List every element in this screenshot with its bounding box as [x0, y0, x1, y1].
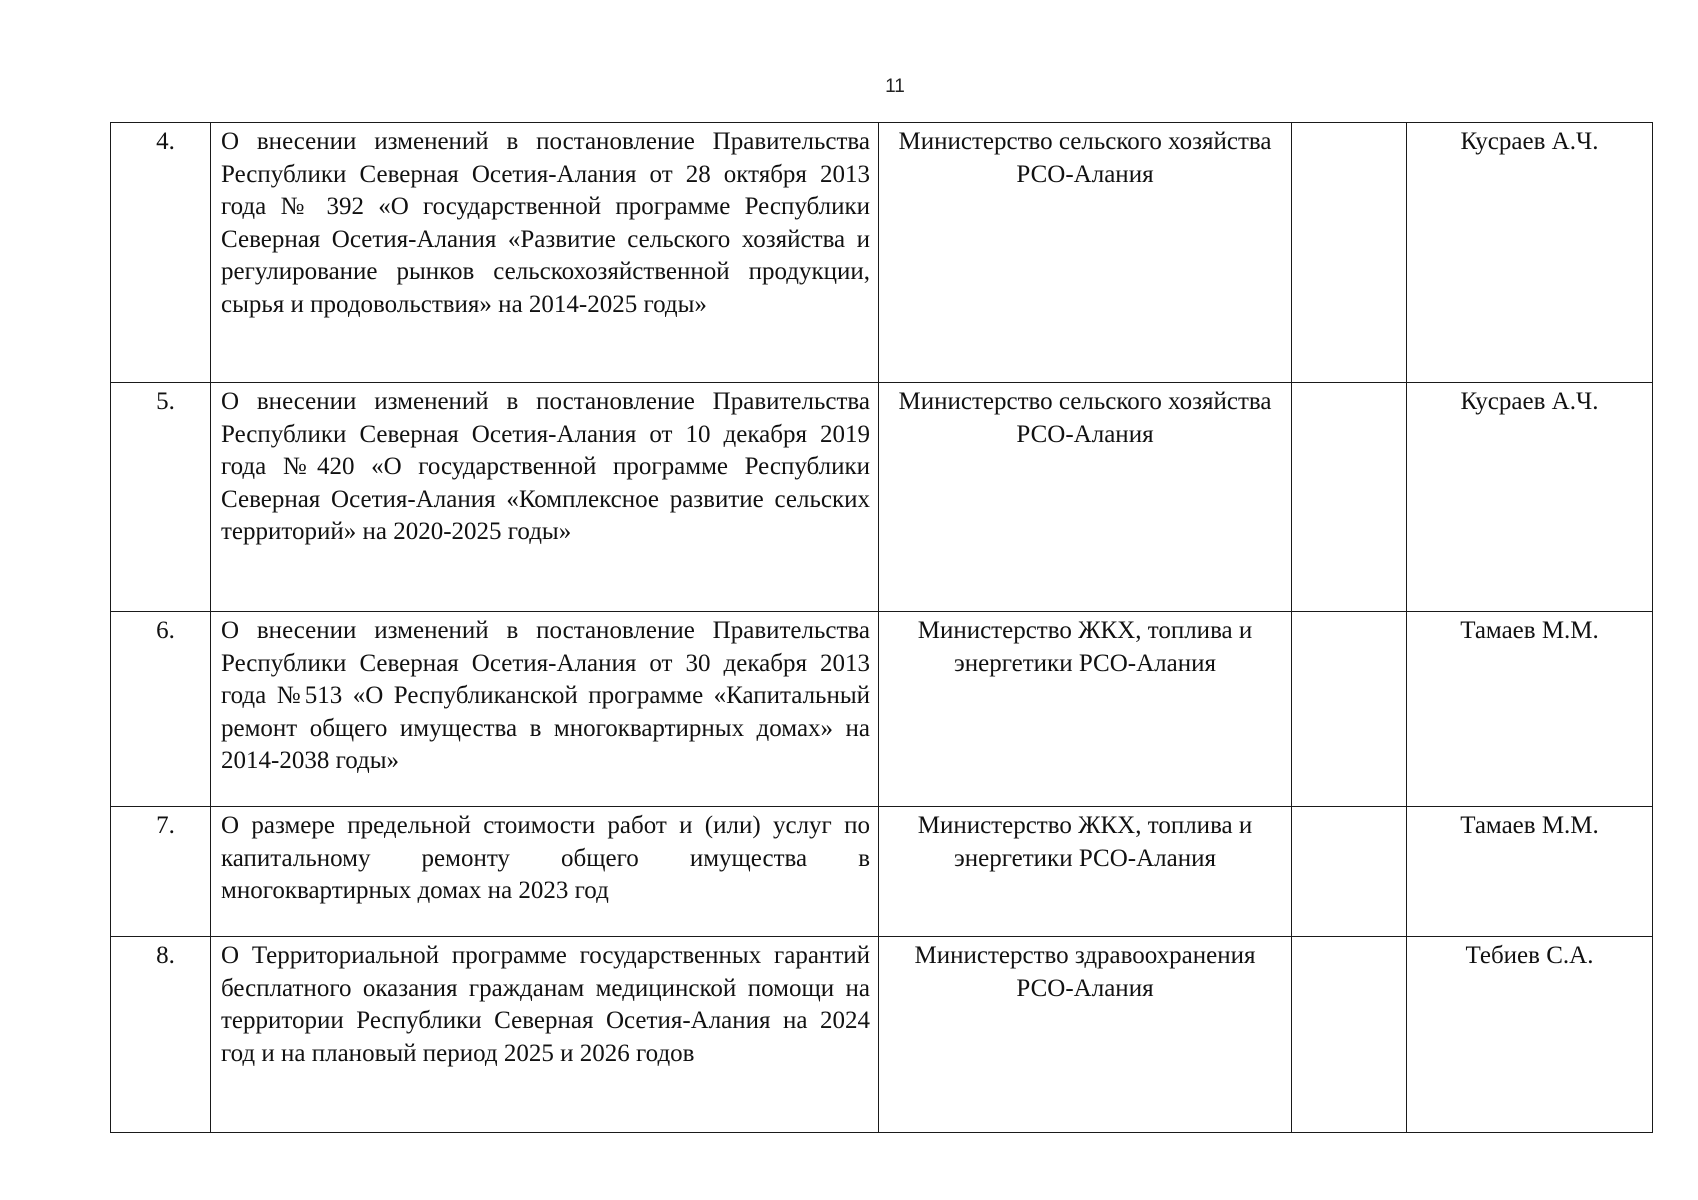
deadline-cell	[1292, 937, 1407, 1133]
table-row	[111, 807, 1653, 937]
responsible-person-cell: Тебиев С.А.	[1407, 937, 1653, 1133]
table-row	[111, 383, 1653, 612]
deadline-cell	[1292, 612, 1407, 807]
ministry-cell: Министерство здравоохранения РСО-Алания	[879, 937, 1292, 1133]
row-number-cell: 5.	[111, 383, 211, 612]
legislative-plan-table	[110, 122, 1653, 1133]
table-row	[111, 937, 1653, 1133]
responsible-person-cell: Тамаев М.М.	[1407, 612, 1653, 807]
document-title-cell: О размере предельной стоимости работ и (или) услуг по капитальному ремонту общего имущества в многоквартирных домах на 2023 год	[211, 807, 879, 937]
deadline-cell	[1292, 383, 1407, 612]
table-row	[111, 612, 1653, 807]
row-number-cell: 6.	[111, 612, 211, 807]
ministry-cell: Министерство сельского хозяйства РСО-Алания	[879, 123, 1292, 383]
ministry-cell: Министерство сельского хозяйства РСО-Алания	[879, 383, 1292, 612]
document-title-cell: О внесении изменений в постановление Правительства Республики Северная Осетия-Алания от 30 декабря 2013 года №513 «О Республиканской программе «Капитальный ремонт общего имущества в многоквартирных домах» на 2014-2038 годы»	[211, 612, 879, 807]
ministry-cell: Министерство ЖКХ, топлива и энергетики РСО-Алания	[879, 612, 1292, 807]
deadline-cell	[1292, 807, 1407, 937]
row-number-cell: 4.	[111, 123, 211, 383]
document-title-cell: О Территориальной программе государственных гарантий бесплатного оказания гражданам медицинской помощи на территории Республики Северная Осетия-Алания на 2024 год и на плановый период 2025 и 2026 годов	[211, 937, 879, 1133]
responsible-person-cell: Кусраев А.Ч.	[1407, 383, 1653, 612]
ministry-cell: Министерство ЖКХ, топлива и энергетики РСО-Алания	[879, 807, 1292, 937]
document-title-cell: О внесении изменений в постановление Правительства Республики Северная Осетия-Алания от 10 декабря 2019 года №420 «О государственной программе Республики Северная Осетия-Алания «Комплексное развитие сельских территорий» на 2020-2025 годы»	[211, 383, 879, 612]
row-number-cell: 8.	[111, 937, 211, 1133]
responsible-person-cell: Тамаев М.М.	[1407, 807, 1653, 937]
page-number: 11	[885, 76, 905, 97]
responsible-person-cell: Кусраев А.Ч.	[1407, 123, 1653, 383]
document-title-cell: О внесении изменений в постановление Правительства Республики Северная Осетия-Алания от 28 октября 2013 года № 392 «О государственной программе Республики Северная Осетия-Алания «Развитие сельского хозяйства и регулирование рынков сельскохозяйственной продукции, сырья и продовольствия» на 2014-2025 годы»	[211, 123, 879, 383]
table-row	[111, 123, 1653, 383]
deadline-cell	[1292, 123, 1407, 383]
row-number-cell: 7.	[111, 807, 211, 937]
